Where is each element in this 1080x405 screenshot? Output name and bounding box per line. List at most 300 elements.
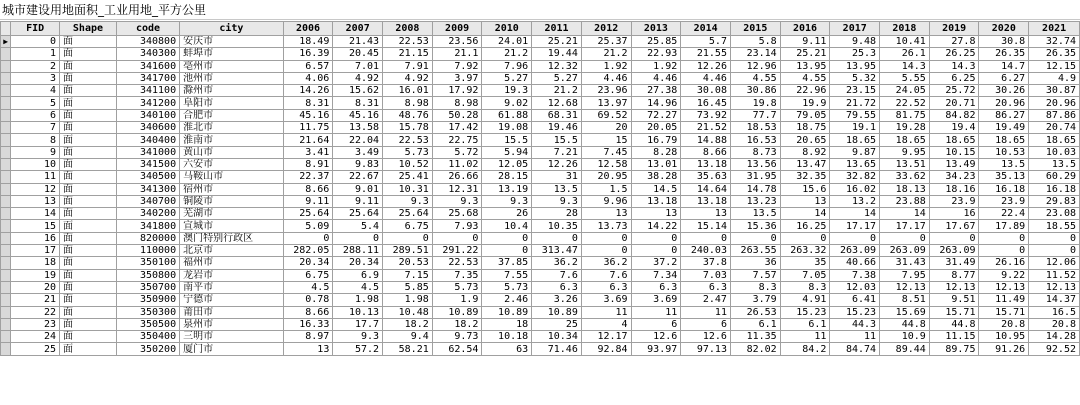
cell-2021[interactable]: 92.52 xyxy=(1029,343,1080,355)
cell-city[interactable]: 厦门市 xyxy=(180,343,284,355)
table-row[interactable] xyxy=(1,318,1080,330)
cell-shape[interactable]: 面 xyxy=(60,97,117,109)
cell-code[interactable]: 340200 xyxy=(116,208,179,220)
cell-2021[interactable]: 4.9 xyxy=(1029,72,1080,84)
table-row[interactable] xyxy=(1,306,1080,318)
cell-2019[interactable]: 44.8 xyxy=(929,318,979,330)
row-selector[interactable] xyxy=(1,306,11,318)
cell-2018[interactable]: 19.28 xyxy=(880,122,930,134)
cell-2012[interactable]: 13.73 xyxy=(581,220,631,232)
cell-2021[interactable]: 0 xyxy=(1029,232,1080,244)
cell-2015[interactable]: 8.3 xyxy=(730,281,780,293)
cell-code[interactable]: 350800 xyxy=(116,269,179,281)
cell-2014[interactable]: 6.3 xyxy=(681,281,731,293)
cell-2017[interactable]: 13.65 xyxy=(830,158,880,170)
cell-2018[interactable]: 22.52 xyxy=(880,97,930,109)
cell-2011[interactable]: 10.35 xyxy=(532,220,582,232)
cell-2012[interactable]: 1.92 xyxy=(581,60,631,72)
cell-2015[interactable]: 4.55 xyxy=(730,72,780,84)
column-header-2008[interactable]: 2008 xyxy=(383,22,433,36)
cell-shape[interactable]: 面 xyxy=(60,85,117,97)
row-selector[interactable] xyxy=(1,48,11,60)
cell-2013[interactable]: 13.18 xyxy=(631,195,681,207)
cell-2016[interactable]: 8.92 xyxy=(780,146,830,158)
cell-2020[interactable]: 18.65 xyxy=(979,134,1029,146)
cell-code[interactable]: 341600 xyxy=(116,60,179,72)
cell-2007[interactable]: 57.2 xyxy=(333,343,383,355)
cell-city[interactable]: 宁德市 xyxy=(180,294,284,306)
cell-2006[interactable]: 4.5 xyxy=(283,281,333,293)
cell-2013[interactable]: 13 xyxy=(631,208,681,220)
cell-2018[interactable]: 24.05 xyxy=(880,85,930,97)
cell-2007[interactable]: 6.9 xyxy=(333,269,383,281)
cell-2007[interactable]: 3.49 xyxy=(333,146,383,158)
column-header-2007[interactable]: 2007 xyxy=(333,22,383,36)
cell-2013[interactable]: 12.6 xyxy=(631,331,681,343)
cell-code[interactable]: 341200 xyxy=(116,97,179,109)
cell-2006[interactable]: 22.37 xyxy=(283,171,333,183)
table-row[interactable] xyxy=(1,158,1080,170)
cell-2011[interactable]: 7.21 xyxy=(532,146,582,158)
row-selector[interactable] xyxy=(1,134,11,146)
row-selector[interactable] xyxy=(1,257,11,269)
cell-2016[interactable]: 4.91 xyxy=(780,294,830,306)
cell-2012[interactable]: 7.45 xyxy=(581,146,631,158)
cell-2013[interactable]: 38.28 xyxy=(631,171,681,183)
row-selector[interactable] xyxy=(1,72,11,84)
cell-fid[interactable]: 19 xyxy=(11,269,60,281)
cell-2010[interactable]: 10.18 xyxy=(482,331,532,343)
column-header-2017[interactable]: 2017 xyxy=(830,22,880,36)
column-header-2015[interactable]: 2015 xyxy=(730,22,780,36)
cell-2010[interactable]: 9.3 xyxy=(482,195,532,207)
cell-2008[interactable]: 10.48 xyxy=(383,306,433,318)
cell-2012[interactable]: 23.96 xyxy=(581,85,631,97)
cell-2018[interactable]: 44.8 xyxy=(880,318,930,330)
cell-2018[interactable]: 18.65 xyxy=(880,134,930,146)
cell-2007[interactable]: 21.43 xyxy=(333,36,383,48)
cell-2007[interactable]: 9.83 xyxy=(333,158,383,170)
cell-2007[interactable]: 4.5 xyxy=(333,281,383,293)
cell-2007[interactable]: 5.4 xyxy=(333,220,383,232)
cell-2011[interactable]: 68.31 xyxy=(532,109,582,121)
cell-2017[interactable]: 19.1 xyxy=(830,122,880,134)
cell-2014[interactable]: 13 xyxy=(681,208,731,220)
cell-2012[interactable]: 0 xyxy=(581,232,631,244)
cell-2018[interactable]: 18.13 xyxy=(880,183,930,195)
table-row[interactable] xyxy=(1,220,1080,232)
cell-2007[interactable]: 20.34 xyxy=(333,257,383,269)
cell-2007[interactable]: 20.45 xyxy=(333,48,383,60)
cell-code[interactable]: 341300 xyxy=(116,183,179,195)
cell-2020[interactable]: 30.8 xyxy=(979,36,1029,48)
cell-2012[interactable]: 69.52 xyxy=(581,109,631,121)
cell-fid[interactable]: 21 xyxy=(11,294,60,306)
cell-2015[interactable]: 8.73 xyxy=(730,146,780,158)
cell-city[interactable]: 泉州市 xyxy=(180,318,284,330)
cell-2006[interactable]: 282.05 xyxy=(283,245,333,257)
cell-2020[interactable]: 13.5 xyxy=(979,158,1029,170)
cell-2014[interactable]: 21.55 xyxy=(681,48,731,60)
table-row[interactable] xyxy=(1,109,1080,121)
cell-fid[interactable]: 15 xyxy=(11,220,60,232)
cell-2017[interactable]: 17.17 xyxy=(830,220,880,232)
cell-2014[interactable]: 14.88 xyxy=(681,134,731,146)
row-selector[interactable] xyxy=(1,158,11,170)
cell-code[interactable]: 340100 xyxy=(116,109,179,121)
cell-2015[interactable]: 82.02 xyxy=(730,343,780,355)
cell-2020[interactable]: 19.49 xyxy=(979,122,1029,134)
cell-2021[interactable]: 20.74 xyxy=(1029,122,1080,134)
cell-2007[interactable]: 0 xyxy=(333,232,383,244)
cell-shape[interactable]: 面 xyxy=(60,294,117,306)
cell-2009[interactable]: 7.92 xyxy=(432,60,482,72)
cell-2015[interactable]: 15.36 xyxy=(730,220,780,232)
cell-2011[interactable]: 6.3 xyxy=(532,281,582,293)
cell-2017[interactable]: 263.09 xyxy=(830,245,880,257)
cell-city[interactable]: 宣城市 xyxy=(180,220,284,232)
cell-2010[interactable]: 63 xyxy=(482,343,532,355)
cell-2018[interactable]: 0 xyxy=(880,232,930,244)
table-row[interactable] xyxy=(1,195,1080,207)
cell-2019[interactable]: 14.3 xyxy=(929,60,979,72)
cell-2017[interactable]: 12.03 xyxy=(830,281,880,293)
cell-2012[interactable]: 21.2 xyxy=(581,48,631,60)
cell-2012[interactable]: 15 xyxy=(581,134,631,146)
row-selector[interactable] xyxy=(1,343,11,355)
cell-shape[interactable]: 面 xyxy=(60,158,117,170)
cell-2011[interactable]: 7.6 xyxy=(532,269,582,281)
cell-2007[interactable]: 7.01 xyxy=(333,60,383,72)
cell-2020[interactable]: 23.9 xyxy=(979,195,1029,207)
cell-2007[interactable]: 9.01 xyxy=(333,183,383,195)
cell-2018[interactable]: 10.9 xyxy=(880,331,930,343)
cell-2018[interactable]: 13.51 xyxy=(880,158,930,170)
cell-2008[interactable]: 8.98 xyxy=(383,97,433,109)
cell-2014[interactable]: 35.63 xyxy=(681,171,731,183)
cell-fid[interactable]: 2 xyxy=(11,60,60,72)
cell-fid[interactable]: 24 xyxy=(11,331,60,343)
cell-2017[interactable]: 5.32 xyxy=(830,72,880,84)
cell-2021[interactable]: 0 xyxy=(1029,245,1080,257)
cell-2021[interactable]: 16.18 xyxy=(1029,183,1080,195)
cell-2016[interactable]: 9.11 xyxy=(780,36,830,48)
cell-2006[interactable]: 5.09 xyxy=(283,220,333,232)
cell-2021[interactable]: 12.06 xyxy=(1029,257,1080,269)
cell-2019[interactable]: 9.51 xyxy=(929,294,979,306)
cell-2013[interactable]: 22.93 xyxy=(631,48,681,60)
cell-2010[interactable]: 37.85 xyxy=(482,257,532,269)
cell-2013[interactable]: 27.38 xyxy=(631,85,681,97)
cell-2011[interactable]: 15.5 xyxy=(532,134,582,146)
cell-code[interactable]: 341500 xyxy=(116,158,179,170)
cell-2007[interactable]: 45.16 xyxy=(333,109,383,121)
cell-2009[interactable]: 26.66 xyxy=(432,171,482,183)
cell-2016[interactable]: 0 xyxy=(780,232,830,244)
cell-2010[interactable]: 21.2 xyxy=(482,48,532,60)
cell-2016[interactable]: 15.23 xyxy=(780,306,830,318)
cell-2013[interactable]: 20.05 xyxy=(631,122,681,134)
cell-fid[interactable]: 14 xyxy=(11,208,60,220)
cell-2007[interactable]: 4.92 xyxy=(333,72,383,84)
cell-2008[interactable]: 9.4 xyxy=(383,331,433,343)
cell-2019[interactable]: 8.77 xyxy=(929,269,979,281)
cell-2007[interactable]: 8.31 xyxy=(333,97,383,109)
cell-2020[interactable]: 11.49 xyxy=(979,294,1029,306)
cell-code[interactable]: 340400 xyxy=(116,134,179,146)
cell-2016[interactable]: 79.05 xyxy=(780,109,830,121)
cell-city[interactable]: 淮北市 xyxy=(180,122,284,134)
cell-2020[interactable]: 20.96 xyxy=(979,97,1029,109)
cell-city[interactable]: 莆田市 xyxy=(180,306,284,318)
cell-2012[interactable]: 20 xyxy=(581,122,631,134)
cell-2008[interactable]: 5.85 xyxy=(383,281,433,293)
cell-2010[interactable]: 18 xyxy=(482,318,532,330)
cell-code[interactable]: 341000 xyxy=(116,146,179,158)
cell-2020[interactable]: 30.26 xyxy=(979,85,1029,97)
cell-2006[interactable]: 0 xyxy=(283,232,333,244)
cell-2012[interactable]: 92.84 xyxy=(581,343,631,355)
cell-fid[interactable]: 1 xyxy=(11,48,60,60)
column-header-2012[interactable]: 2012 xyxy=(581,22,631,36)
cell-2014[interactable]: 12.6 xyxy=(681,331,731,343)
cell-2021[interactable]: 12.15 xyxy=(1029,60,1080,72)
cell-2014[interactable]: 97.13 xyxy=(681,343,731,355)
cell-2009[interactable]: 0 xyxy=(432,232,482,244)
cell-shape[interactable]: 面 xyxy=(60,220,117,232)
cell-city[interactable]: 池州市 xyxy=(180,72,284,84)
cell-2017[interactable]: 7.38 xyxy=(830,269,880,281)
cell-2015[interactable]: 0 xyxy=(730,232,780,244)
cell-2013[interactable]: 93.97 xyxy=(631,343,681,355)
cell-2013[interactable]: 37.2 xyxy=(631,257,681,269)
cell-2012[interactable]: 4.46 xyxy=(581,72,631,84)
cell-2010[interactable]: 61.88 xyxy=(482,109,532,121)
cell-2012[interactable]: 13 xyxy=(581,208,631,220)
cell-code[interactable]: 350300 xyxy=(116,306,179,318)
row-selector[interactable] xyxy=(1,171,11,183)
cell-2014[interactable]: 37.8 xyxy=(681,257,731,269)
cell-2006[interactable]: 0.78 xyxy=(283,294,333,306)
cell-2014[interactable]: 16.45 xyxy=(681,97,731,109)
cell-2015[interactable]: 263.55 xyxy=(730,245,780,257)
cell-2014[interactable]: 13.18 xyxy=(681,158,731,170)
cell-city[interactable]: 福州市 xyxy=(180,257,284,269)
cell-2011[interactable]: 0 xyxy=(532,232,582,244)
cell-shape[interactable]: 面 xyxy=(60,183,117,195)
cell-2014[interactable]: 6 xyxy=(681,318,731,330)
cell-code[interactable]: 350100 xyxy=(116,257,179,269)
row-selector[interactable] xyxy=(1,318,11,330)
cell-2006[interactable]: 8.91 xyxy=(283,158,333,170)
row-selector[interactable] xyxy=(1,232,11,244)
row-selector[interactable] xyxy=(1,36,11,48)
cell-2017[interactable]: 6.41 xyxy=(830,294,880,306)
cell-city[interactable]: 三明市 xyxy=(180,331,284,343)
cell-2013[interactable]: 3.69 xyxy=(631,294,681,306)
cell-fid[interactable]: 16 xyxy=(11,232,60,244)
cell-2017[interactable]: 84.74 xyxy=(830,343,880,355)
table-row[interactable] xyxy=(1,183,1080,195)
cell-2018[interactable]: 14 xyxy=(880,208,930,220)
table-row[interactable] xyxy=(1,171,1080,183)
cell-2019[interactable]: 6.25 xyxy=(929,72,979,84)
cell-2018[interactable]: 31.43 xyxy=(880,257,930,269)
cell-2006[interactable]: 8.66 xyxy=(283,183,333,195)
cell-2011[interactable]: 31 xyxy=(532,171,582,183)
column-header-2020[interactable]: 2020 xyxy=(979,22,1029,36)
cell-2006[interactable]: 16.33 xyxy=(283,318,333,330)
cell-2008[interactable]: 289.51 xyxy=(383,245,433,257)
cell-2021[interactable]: 11.52 xyxy=(1029,269,1080,281)
cell-city[interactable]: 六安市 xyxy=(180,158,284,170)
table-row[interactable] xyxy=(1,343,1080,355)
cell-2019[interactable]: 18.16 xyxy=(929,183,979,195)
table-row[interactable] xyxy=(1,294,1080,306)
cell-2020[interactable]: 10.95 xyxy=(979,331,1029,343)
cell-2015[interactable]: 13.56 xyxy=(730,158,780,170)
cell-2012[interactable]: 11 xyxy=(581,306,631,318)
table-row[interactable] xyxy=(1,269,1080,281)
cell-2014[interactable]: 7.03 xyxy=(681,269,731,281)
cell-2015[interactable]: 5.8 xyxy=(730,36,780,48)
cell-2009[interactable]: 25.68 xyxy=(432,208,482,220)
cell-2018[interactable]: 12.13 xyxy=(880,281,930,293)
cell-2019[interactable]: 0 xyxy=(929,232,979,244)
cell-2006[interactable]: 16.39 xyxy=(283,48,333,60)
cell-code[interactable]: 340700 xyxy=(116,195,179,207)
cell-2010[interactable]: 2.46 xyxy=(482,294,532,306)
cell-city[interactable]: 芜湖市 xyxy=(180,208,284,220)
cell-2011[interactable]: 19.44 xyxy=(532,48,582,60)
cell-code[interactable]: 350500 xyxy=(116,318,179,330)
cell-2021[interactable]: 18.65 xyxy=(1029,134,1080,146)
cell-fid[interactable]: 5 xyxy=(11,97,60,109)
cell-2014[interactable]: 2.47 xyxy=(681,294,731,306)
cell-2020[interactable]: 15.71 xyxy=(979,306,1029,318)
cell-2016[interactable]: 84.2 xyxy=(780,343,830,355)
cell-2021[interactable]: 16.5 xyxy=(1029,306,1080,318)
cell-shape[interactable]: 面 xyxy=(60,232,117,244)
column-header-2009[interactable]: 2009 xyxy=(432,22,482,36)
row-selector[interactable] xyxy=(1,245,11,257)
cell-2018[interactable]: 23.88 xyxy=(880,195,930,207)
cell-2011[interactable]: 12.68 xyxy=(532,97,582,109)
cell-2014[interactable]: 240.03 xyxy=(681,245,731,257)
cell-2010[interactable]: 9.02 xyxy=(482,97,532,109)
cell-2010[interactable]: 19.08 xyxy=(482,122,532,134)
cell-2009[interactable]: 22.53 xyxy=(432,257,482,269)
cell-2012[interactable]: 25.37 xyxy=(581,36,631,48)
cell-2007[interactable]: 22.67 xyxy=(333,171,383,183)
table-row[interactable] xyxy=(1,36,1080,48)
cell-shape[interactable]: 面 xyxy=(60,208,117,220)
cell-2014[interactable]: 4.46 xyxy=(681,72,731,84)
cell-2021[interactable]: 10.03 xyxy=(1029,146,1080,158)
cell-city[interactable]: 龙岩市 xyxy=(180,269,284,281)
cell-2019[interactable]: 11.15 xyxy=(929,331,979,343)
row-selector[interactable] xyxy=(1,208,11,220)
cell-shape[interactable]: 面 xyxy=(60,306,117,318)
table-row[interactable] xyxy=(1,60,1080,72)
cell-2016[interactable]: 25.21 xyxy=(780,48,830,60)
cell-2016[interactable]: 18.75 xyxy=(780,122,830,134)
cell-2010[interactable]: 10.4 xyxy=(482,220,532,232)
column-header-2014[interactable]: 2014 xyxy=(681,22,731,36)
cell-2020[interactable]: 86.27 xyxy=(979,109,1029,121)
cell-2006[interactable]: 6.75 xyxy=(283,269,333,281)
cell-2011[interactable]: 12.26 xyxy=(532,158,582,170)
cell-city[interactable]: 马鞍山市 xyxy=(180,171,284,183)
cell-2009[interactable]: 21.1 xyxy=(432,48,482,60)
cell-2008[interactable]: 25.41 xyxy=(383,171,433,183)
cell-2008[interactable]: 1.98 xyxy=(383,294,433,306)
cell-city[interactable]: 澳门特别行政区 xyxy=(180,232,284,244)
cell-2020[interactable]: 20.8 xyxy=(979,318,1029,330)
cell-fid[interactable]: 17 xyxy=(11,245,60,257)
cell-2016[interactable]: 14 xyxy=(780,208,830,220)
cell-2017[interactable]: 0 xyxy=(830,232,880,244)
cell-2021[interactable]: 60.29 xyxy=(1029,171,1080,183)
cell-2011[interactable]: 25.21 xyxy=(532,36,582,48)
row-selector[interactable] xyxy=(1,269,11,281)
cell-2017[interactable]: 9.87 xyxy=(830,146,880,158)
cell-2019[interactable]: 26.25 xyxy=(929,48,979,60)
cell-shape[interactable]: 面 xyxy=(60,72,117,84)
cell-2013[interactable]: 14.22 xyxy=(631,220,681,232)
cell-2016[interactable]: 35 xyxy=(780,257,830,269)
row-selector[interactable] xyxy=(1,97,11,109)
cell-2016[interactable]: 11 xyxy=(780,331,830,343)
cell-2017[interactable]: 25.3 xyxy=(830,48,880,60)
cell-fid[interactable]: 22 xyxy=(11,306,60,318)
cell-2014[interactable]: 30.08 xyxy=(681,85,731,97)
cell-2011[interactable]: 13.5 xyxy=(532,183,582,195)
table-row[interactable] xyxy=(1,122,1080,134)
table-row[interactable] xyxy=(1,281,1080,293)
cell-2010[interactable]: 15.5 xyxy=(482,134,532,146)
cell-shape[interactable]: 面 xyxy=(60,281,117,293)
cell-2009[interactable]: 62.54 xyxy=(432,343,482,355)
column-header-code[interactable]: code xyxy=(116,22,179,36)
cell-city[interactable]: 滁州市 xyxy=(180,85,284,97)
column-header-2010[interactable]: 2010 xyxy=(482,22,532,36)
cell-2019[interactable]: 263.09 xyxy=(929,245,979,257)
cell-2020[interactable]: 0 xyxy=(979,232,1029,244)
table-row[interactable] xyxy=(1,232,1080,244)
cell-2011[interactable]: 71.46 xyxy=(532,343,582,355)
column-header-2018[interactable]: 2018 xyxy=(880,22,930,36)
cell-2019[interactable]: 23.9 xyxy=(929,195,979,207)
cell-2006[interactable]: 4.06 xyxy=(283,72,333,84)
cell-2008[interactable]: 10.52 xyxy=(383,158,433,170)
cell-2007[interactable]: 22.04 xyxy=(333,134,383,146)
attribute-table[interactable] xyxy=(0,21,1080,356)
cell-2020[interactable]: 16.18 xyxy=(979,183,1029,195)
cell-2012[interactable]: 0 xyxy=(581,245,631,257)
cell-shape[interactable]: 面 xyxy=(60,245,117,257)
cell-code[interactable]: 341700 xyxy=(116,72,179,84)
cell-2016[interactable]: 13.95 xyxy=(780,60,830,72)
cell-city[interactable]: 亳州市 xyxy=(180,60,284,72)
cell-2011[interactable]: 12.32 xyxy=(532,60,582,72)
cell-2006[interactable]: 9.11 xyxy=(283,195,333,207)
cell-2018[interactable]: 26.1 xyxy=(880,48,930,60)
cell-2015[interactable]: 19.8 xyxy=(730,97,780,109)
cell-2009[interactable]: 12.31 xyxy=(432,183,482,195)
cell-fid[interactable]: 20 xyxy=(11,281,60,293)
row-selector[interactable] xyxy=(1,195,11,207)
